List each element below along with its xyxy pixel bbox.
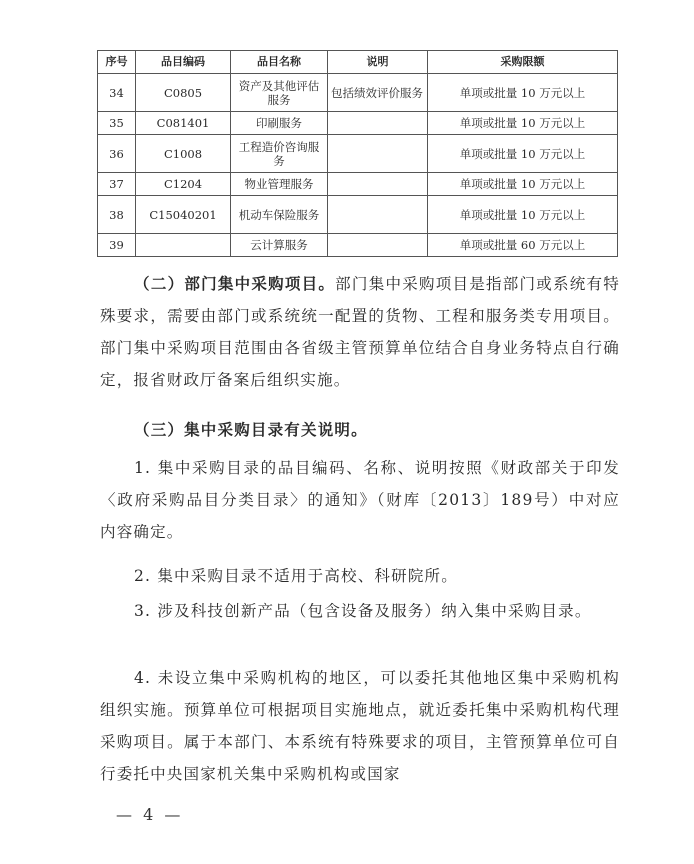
table-header-row xyxy=(98,51,618,74)
cell-limit: 单项或批量 10 万元以上 xyxy=(428,135,618,173)
table-row xyxy=(98,112,618,135)
table-row xyxy=(98,196,618,234)
cell-code xyxy=(136,234,231,257)
cell-limit: 单项或批量 10 万元以上 xyxy=(428,196,618,234)
cell-name: 云计算服务 xyxy=(231,234,328,257)
cell-limit: 单项或批量 10 万元以上 xyxy=(428,74,618,112)
procurement-catalog-table xyxy=(97,50,618,257)
cell-index: 38 xyxy=(98,196,136,234)
header-name: 品目名称 xyxy=(231,51,328,74)
cell-description xyxy=(328,173,428,196)
cell-name: 物业管理服务 xyxy=(231,173,328,196)
cell-index: 37 xyxy=(98,173,136,196)
cell-limit: 单项或批量 10 万元以上 xyxy=(428,173,618,196)
cell-description xyxy=(328,196,428,234)
header-description: 说明 xyxy=(328,51,428,74)
page-number: — 4 — xyxy=(116,805,184,824)
table-row xyxy=(98,173,618,196)
cell-index: 34 xyxy=(98,74,136,112)
cell-index: 35 xyxy=(98,112,136,135)
cell-description xyxy=(328,112,428,135)
table-row xyxy=(98,234,618,257)
cell-description xyxy=(328,135,428,173)
header-code: 品目编码 xyxy=(136,51,231,74)
section-department-procurement xyxy=(100,268,620,396)
cell-limit: 单项或批量 60 万元以上 xyxy=(428,234,618,257)
section-notes-heading xyxy=(100,414,620,446)
cell-index: 39 xyxy=(98,234,136,257)
note-item: 1. 集中采购目录的品目编码、名称、说明按照《财政部关于印发〈政府采购品目分类目录〉的通知》（财库〔2013〕189号）中对应内容确定。 xyxy=(100,459,620,541)
cell-code: C0805 xyxy=(136,74,231,112)
cell-name: 印刷服务 xyxy=(231,112,328,135)
cell-description xyxy=(328,234,428,257)
cell-code: C15040201 xyxy=(136,196,231,234)
cell-index: 36 xyxy=(98,135,136,173)
note-item: 3. 涉及科技创新产品（包含设备及服务）纳入集中采购目录。 xyxy=(134,602,592,620)
cell-name: 资产及其他评估服务 xyxy=(231,74,328,112)
cell-name: 机动车保险服务 xyxy=(231,196,328,234)
cell-description: 包括绩效评价服务 xyxy=(328,74,428,112)
header-limit: 采购限额 xyxy=(428,51,618,74)
cell-code: C1204 xyxy=(136,173,231,196)
section-body: 部门集中采购项目是指部门或系统有特殊要求，需要由部门或系统统一配置的货物、工程和服务类专用项目。部门集中采购项目范围由各省级主管预算单位结合自身业务特点自行确定，报省财政厅备案后组织实施。 xyxy=(100,275,621,389)
cell-name: 工程造价咨询服务 xyxy=(231,135,328,173)
cell-code: C081401 xyxy=(136,112,231,135)
note-item: 4. 未设立集中采购机构的地区，可以委托其他地区集中采购机构组织实施。预算单位可根据项目实施地点，就近委托集中采购机构代理采购项目。属于本部门、本系统有特殊要求的项目，主管预算单位可自行委托中央国家机关集中采购机构或国家 xyxy=(100,669,620,783)
table-row xyxy=(98,135,618,173)
table-row xyxy=(98,74,618,112)
section-heading: （二）部门集中采购项目。 xyxy=(134,274,336,293)
cell-code: C1008 xyxy=(136,135,231,173)
section-heading: （三）集中采购目录有关说明。 xyxy=(134,420,368,439)
note-item: 2. 集中采购目录不适用于高校、科研院所。 xyxy=(134,567,458,585)
header-index: 序号 xyxy=(98,51,136,74)
cell-limit: 单项或批量 10 万元以上 xyxy=(428,112,618,135)
